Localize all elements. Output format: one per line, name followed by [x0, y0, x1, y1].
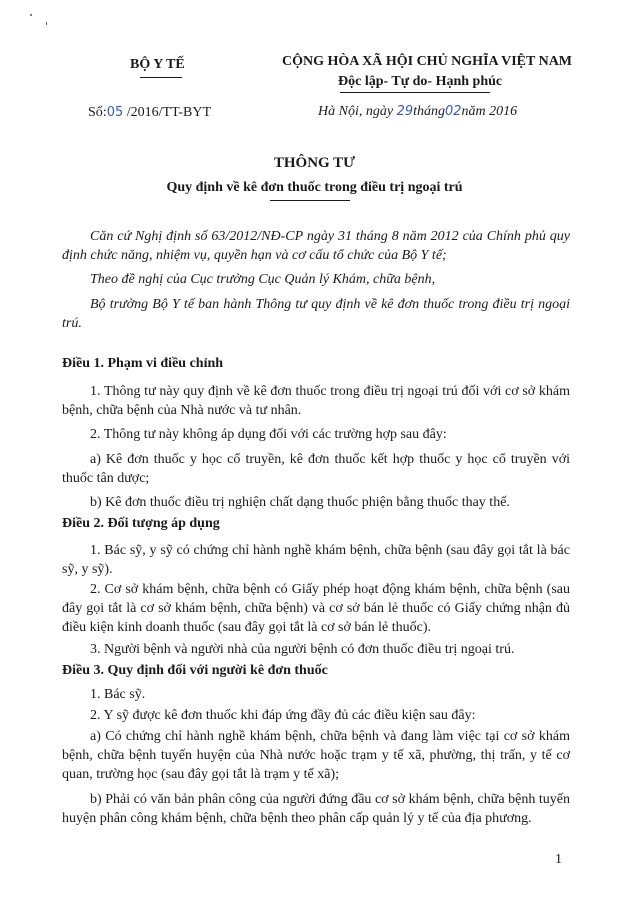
issuing-organization: BỘ Y TẾ: [130, 57, 185, 72]
national-motto: Độc lập- Tự do- Hạnh phúc: [338, 74, 503, 89]
article-3-para-2b: b) Phải có văn bản phân công của người đứng đầu cơ sở khám bệnh, chữa bệnh tuyến huyện phân công khám bệnh, chữa bệnh theo phân cấp quản lý y tế của địa phương.: [62, 792, 570, 826]
article-1-para-1: 1. Thông tư này quy định về kê đơn thuốc trong điều trị ngoại trú đối với cơ sở khám bệnh, chữa bệnh của Nhà nước và tư nhân.: [62, 384, 570, 418]
article-1-para-2b: b) Kê đơn thuốc điều trị nghiện chất dạng thuốc phiện bằng thuốc thay thế.: [90, 495, 510, 510]
document-number: [88, 105, 211, 121]
article-2-heading: Điều 2. Đối tượng áp dụng: [62, 516, 220, 531]
article-3-para-1: 1. Bác sỹ.: [90, 687, 146, 702]
document-type: THÔNG TƯ: [273, 155, 356, 171]
date-month-label: tháng: [413, 104, 445, 119]
doc-number-prefix: Số:: [88, 105, 107, 120]
article-3-para-2: 2. Y sỹ được kê đơn thuốc khi đáp ứng đầy đủ các điều kiện sau đây:: [90, 708, 476, 723]
article-1-para-2a: a) Kê đơn thuốc y học cổ truyền, kê đơn thuốc kết hợp thuốc y học cổ truyền với thuốc tân dược;: [62, 452, 570, 486]
doc-number-handwritten: 05: [106, 105, 124, 120]
date-day: 29: [396, 104, 414, 119]
date-place: Hà Nội, ngày: [318, 104, 397, 119]
organization-underline: [140, 77, 182, 78]
article-1-para-2: 2. Thông tư này không áp dụng đối với các trường hợp sau đây:: [90, 427, 447, 442]
article-1-heading: Điều 1. Phạm vi điều chỉnh: [62, 356, 224, 371]
date-year: năm 2016: [461, 104, 518, 119]
subject-underline: [270, 200, 350, 201]
page-number: 1: [555, 852, 562, 867]
preamble-issuance: Bộ trưởng Bộ Y tế ban hành Thông tư quy định về kê đơn thuốc trong điều trị ngoại trú.: [62, 297, 570, 331]
article-3-para-2a: a) Có chứng chỉ hành nghề khám bệnh, chữa bệnh và đang làm việc tại cơ sở khám bệnh, chữa bệnh tuyến huyện của Nhà nước hoặc trạm y tế xã, phường, thị trấn, y tế cơ quan, trường học (sau đây gọi tắt là trạm y tế xã);: [62, 729, 570, 782]
date-month: 02: [445, 104, 462, 119]
article-2-para-1: 1. Bác sỹ, y sỹ có chứng chỉ hành nghề khám bệnh, chữa bệnh (sau đây gọi tắt là bác sỹ, y sỹ).: [62, 543, 570, 577]
scan-speck: [30, 14, 32, 16]
article-2-para-2: 2. Cơ sở khám bệnh, chữa bệnh có Giấy phép hoạt động khám bệnh, chữa bệnh (sau đây gọi tắt là cơ sở khám bệnh, chữa bệnh) và cơ sở bán lẻ thuốc có Giấy chứng nhận đủ điều kiện kinh doanh thuốc (sau đây gọi tắt là cơ sở bán lẻ thuốc).: [62, 582, 570, 635]
preamble-proposal: Theo đề nghị của Cục trưởng Cục Quản lý Khám, chữa bệnh,: [90, 272, 436, 287]
national-title: CỘNG HÒA XÃ HỘI CHỦ NGHĨA VIỆT NAM: [282, 54, 573, 69]
motto-underline: [340, 92, 490, 93]
preamble-legal-basis: Căn cứ Nghị định số 63/2012/NĐ-CP ngày 31 tháng 8 năm 2012 của Chính phủ quy định chức năng, nhiệm vụ, quyền hạn và cơ cấu tổ chức của Bộ Y tế;: [62, 229, 570, 263]
article-3-heading: Điều 3. Quy định đối với người kê đơn thuốc: [62, 663, 328, 678]
doc-number-suffix: /2016/TT-BYT: [123, 105, 211, 120]
article-2-para-3: 3. Người bệnh và người nhà của người bệnh có đơn thuốc điều trị ngoại trú.: [90, 642, 515, 657]
issue-date: [318, 104, 517, 120]
scan-speck: [46, 22, 47, 25]
document-subject: Quy định về kê đơn thuốc trong điều trị ngoại trú: [166, 180, 463, 195]
